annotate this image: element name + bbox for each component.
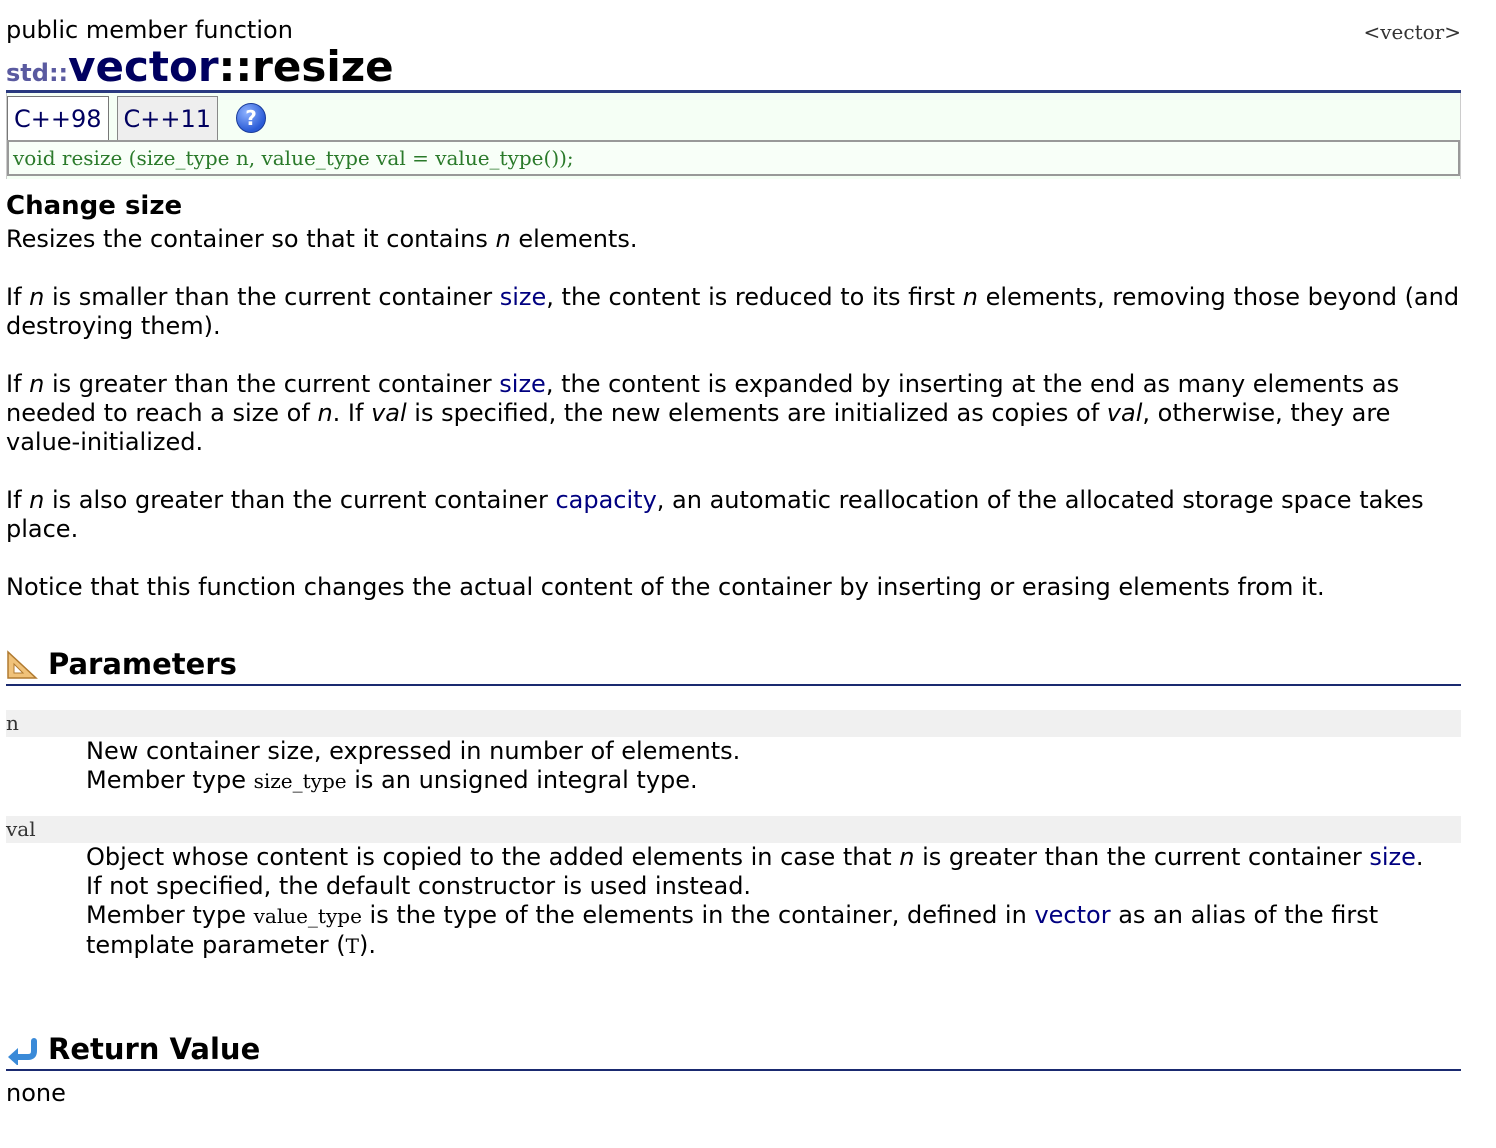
return-value-heading <box>6 1031 1461 1071</box>
title-namespace: std:: <box>6 59 69 87</box>
tab-cpp98[interactable]: C++98 <box>7 96 109 144</box>
description-paragraph-4: If n is also greater than the current container capacity, an automatic reallocation of the allocated storage space takes place. <box>6 486 1424 543</box>
standard-tabs <box>7 96 266 144</box>
parameter-list <box>6 710 1461 961</box>
return-arrow-icon <box>6 1035 38 1065</box>
prototype-box <box>6 93 1461 179</box>
size-link[interactable]: size <box>1369 843 1416 871</box>
member-kind: public member function <box>6 16 293 44</box>
page-title <box>6 42 394 97</box>
size-link[interactable]: size <box>499 370 546 398</box>
function-signature: void resize (size_type n, value_type val = value_type()); <box>7 140 1460 176</box>
title-separator: :: <box>218 42 253 91</box>
parameters-heading <box>6 646 1461 686</box>
description-paragraph-3: If n is greater than the current container size, the content is expanded by inserting at the end as many elements as needed to reach a size of n. If val is specified, the new elements are initialized as copies of val, otherwise, they are value-initialized. <box>6 370 1400 456</box>
return-value-title: Return Value <box>48 1032 261 1066</box>
return-value-text: none <box>6 1079 66 1107</box>
ruler-triangle-icon <box>6 650 38 680</box>
capacity-link[interactable]: capacity <box>555 486 657 514</box>
param-val-description: Object whose content is copied to the added elements in case that n is greater than the current container size. If not specified, the default constructor is used instead. Member type value_type is the type of the elements in the container, defined in vector as an alias of the first template parameter (T). <box>86 843 1424 959</box>
tab-cpp11[interactable]: C++11 <box>117 96 219 140</box>
title-function: resize <box>252 42 394 91</box>
title-class: vector <box>68 42 219 91</box>
parameters-title: Parameters <box>48 647 237 681</box>
header-file-link[interactable]: <vector> <box>1363 20 1461 44</box>
param-n-description: New container size, expressed in number of elements. Member type size_type is an unsigned integral type. <box>86 737 741 794</box>
description-paragraph-5: Notice that this function changes the actual content of the container by inserting or erasing elements from it. <box>6 573 1325 601</box>
vector-link[interactable]: vector <box>1034 901 1111 929</box>
description-paragraph-2: If n is smaller than the current container size, the content is reduced to its first n elements, removing those beyond (and destroying them). <box>6 283 1460 340</box>
description-title: Change size <box>6 191 183 221</box>
size-link[interactable]: size <box>499 283 547 311</box>
param-n-name: n <box>6 710 1461 737</box>
description-paragraph-1: Resizes the container so that it contains n elements. <box>6 225 638 253</box>
reference-page <box>6 14 1461 1107</box>
param-val-name: val <box>6 816 1461 843</box>
help-icon[interactable]: ? <box>236 103 266 133</box>
